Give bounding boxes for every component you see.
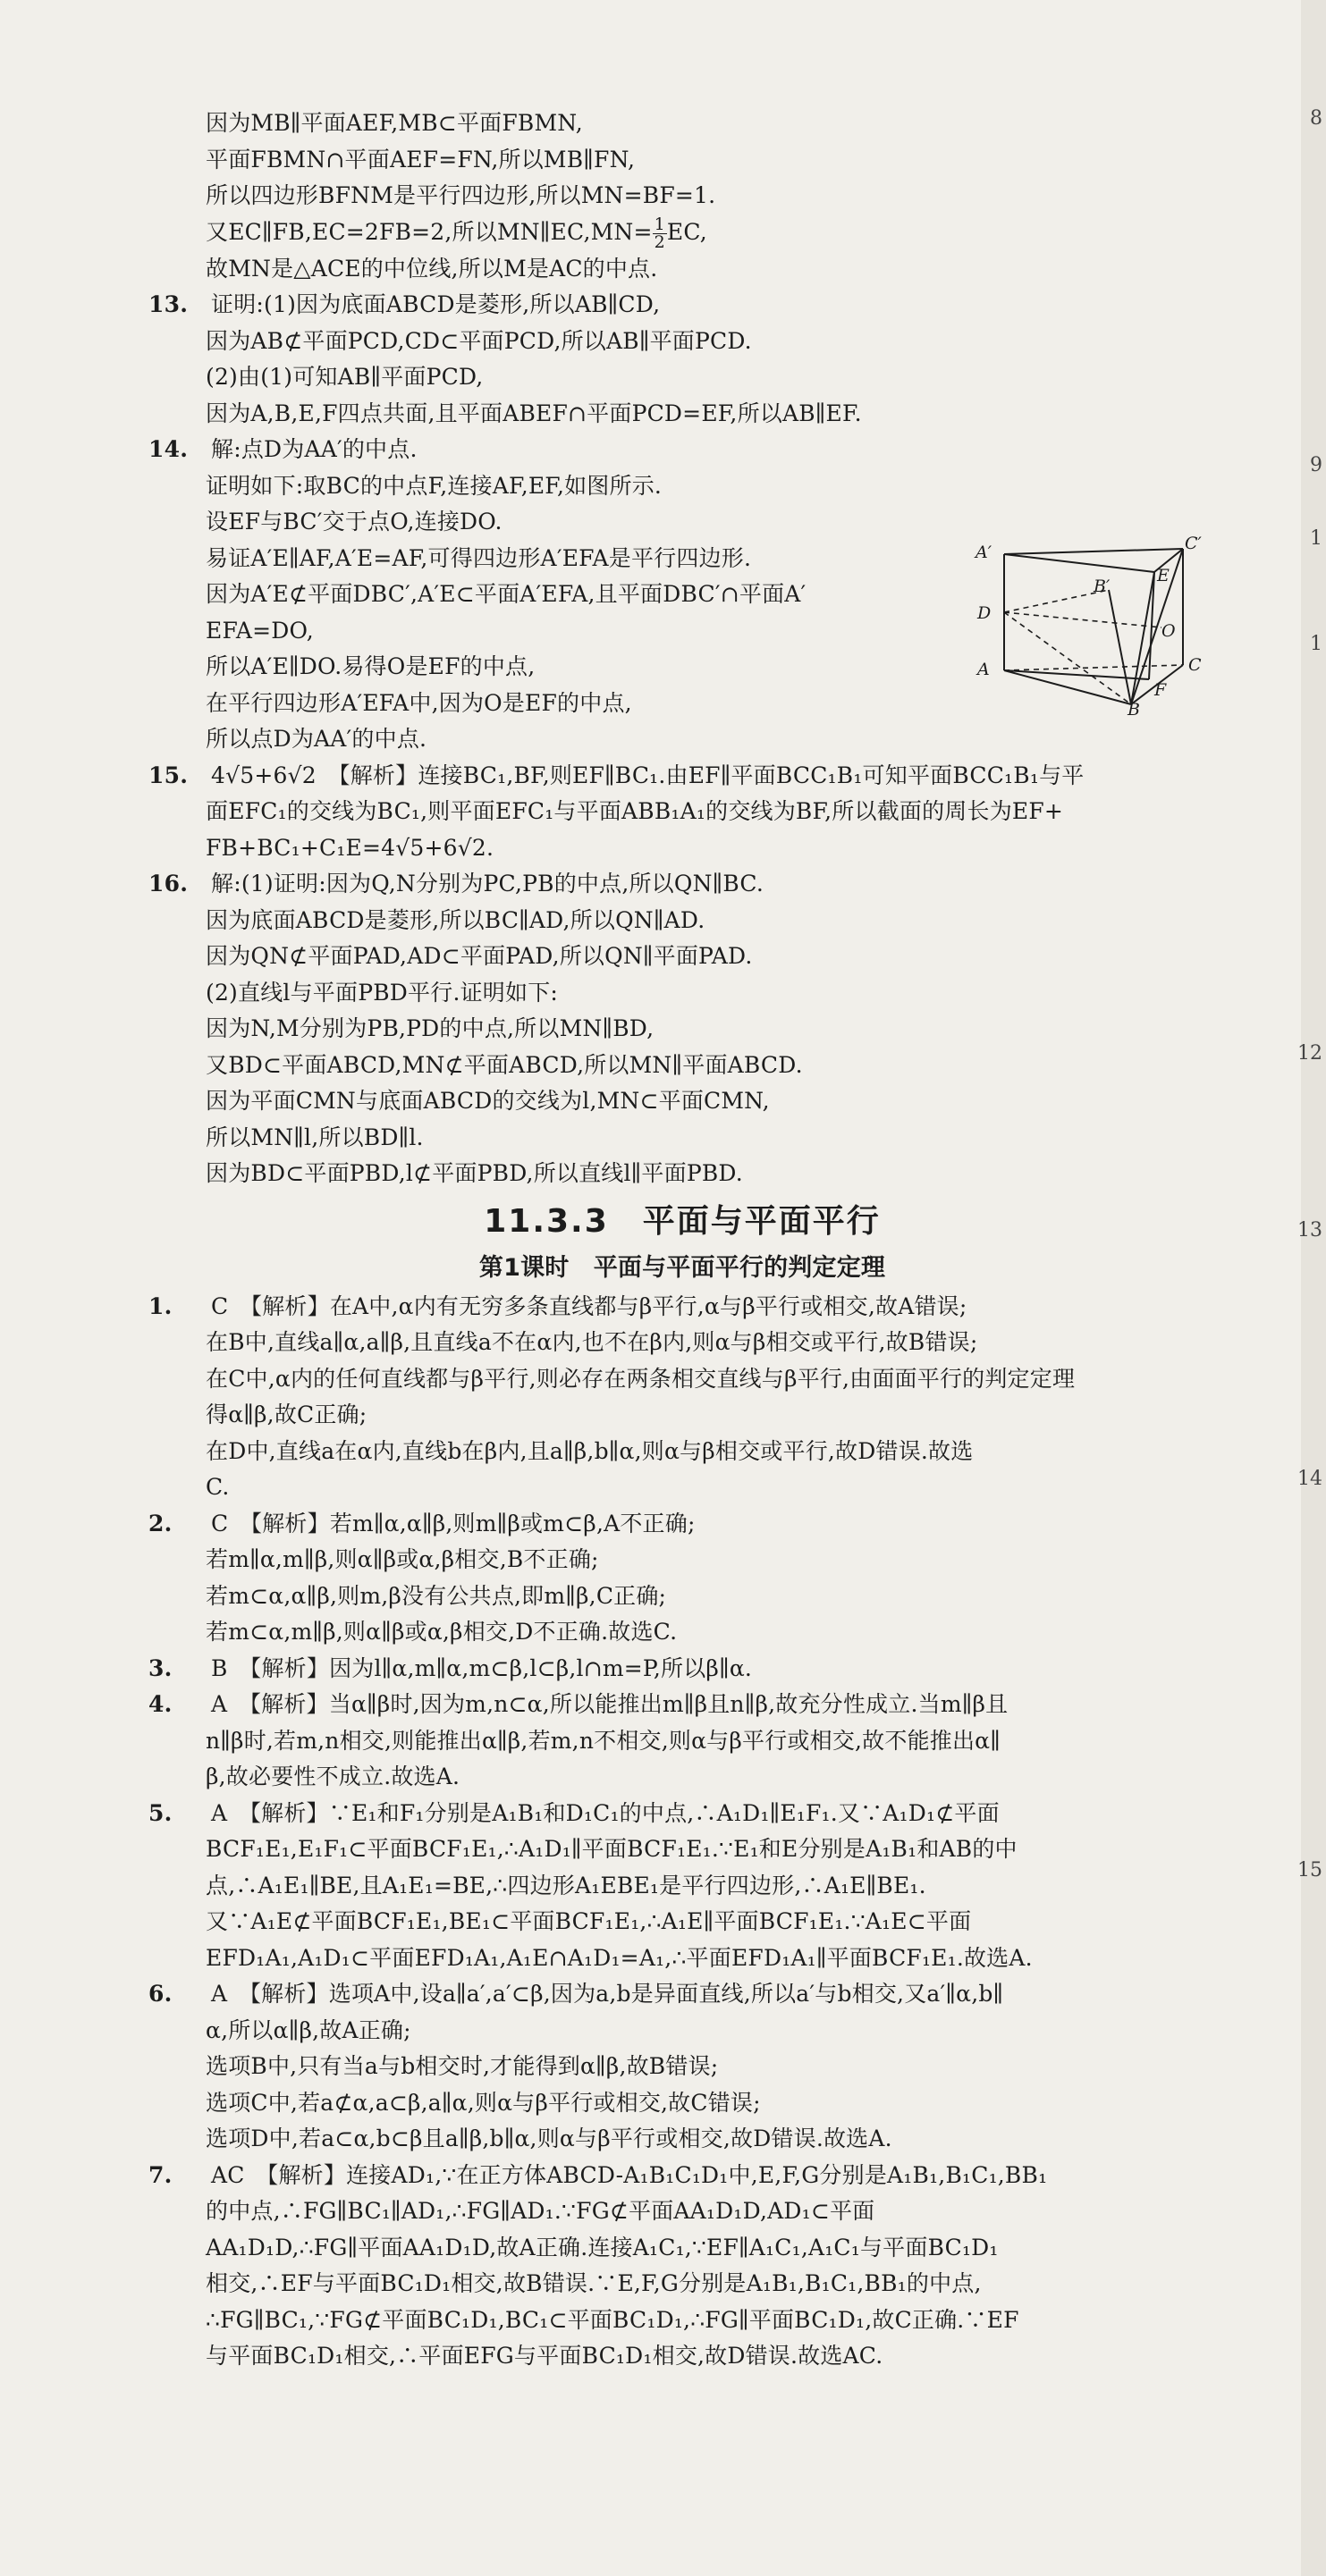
label-f: F — [1154, 680, 1167, 700]
fraction-half: $\frac{1}{2}$ — [654, 214, 665, 252]
q12-line: 所以四边形BFNM是平行四边形,所以MN=BF=1. — [206, 182, 716, 208]
label-c1: C′ — [1185, 536, 1202, 553]
label-o: O — [1161, 621, 1176, 641]
answers-list — [123, 1289, 1241, 2375]
q16-line: 因为底面ABCD是菱形,所以BC∥AD,所以QN∥AD. — [206, 906, 705, 933]
q12-line: 故MN是△ACE的中位线,所以M是AC的中点. — [206, 255, 658, 282]
answer-line: ∴FG∥BC₁,∵FG⊄平面BC₁D₁,BC₁⊂平面BC₁D₁,∴FG∥平面BC₁D₁,故C正确.∵EF — [206, 2306, 1019, 2333]
q16-block: 16. 解:(1)证明:因为Q,N分别为PC,PB的中点,所以QN∥BC. 因为底面ABCD是菱形,所以BC∥AD,所以QN∥AD. 因为QN⊄平面PAD,AD⊂平面PAD,所以QN∥平面PAD. (2)直线l与平面PBD平行.证明如下: 因为N,M分别为PB,PD的中点,所以MN∥BD, 又BD⊂平面ABCD,MN⊄平面ABCD,所以MN∥平面ABCD. 因为平面CMN与底面ABCD的交线为l,MN⊂平面CMN, 所以MN∥l,所以BD∥l. 因为BD⊂平面PBD,l⊄平面PBD,所以直线l∥平面PBD. — [123, 866, 1241, 1192]
label-d: D — [977, 603, 992, 623]
q15-line: 面EFC₁的交线为BC₁,则平面EFC₁与平面ABB₁A₁的交线为BF,所以截面的周长为EF+ — [206, 798, 1064, 824]
edge-number: 14 — [1297, 1468, 1322, 1490]
answer-line: 若m⊂α,α∥β,则m,β没有公共点,即m∥β,C正确; — [206, 1582, 667, 1609]
question-number: 5. — [148, 1799, 173, 1826]
question-number: 6. — [148, 1981, 173, 2007]
q16-line: 因为平面CMN与底面ABCD的交线为l,MN⊂平面CMN, — [206, 1088, 770, 1114]
label-a: A — [977, 660, 990, 679]
question-number: 15. — [148, 762, 189, 788]
q16-line: 因为QN⊄平面PAD,AD⊂平面PAD,所以QN∥平面PAD. — [206, 943, 753, 969]
question-number: 13. — [148, 291, 189, 317]
edge-number: 13 — [1297, 1219, 1322, 1242]
q16-line: 因为N,M分别为PB,PD的中点,所以MN∥BD, — [206, 1015, 655, 1041]
q14-line: 所以A′E∥DO.易得O是EF的中点, — [206, 653, 536, 679]
q16-line: (2)直线l与平面PBD平行.证明如下: — [206, 979, 559, 1006]
label-b: B — [1128, 700, 1140, 715]
q13-line: 因为A,B,E,F四点共面,且平面ABEF∩平面PCD=EF,所以AB∥EF. — [206, 400, 862, 426]
edge-number: 1 — [1310, 633, 1322, 655]
hidden-edge-d-b — [1004, 612, 1131, 704]
edge-number: 9 — [1310, 454, 1322, 476]
section-title: 11.3.3 平面与平面平行 — [484, 1202, 881, 1240]
answer-line: 选项D中,若a⊂α,b⊂β且a∥β,b∥α,则α与β平行或相交,故D错误.故选A. — [206, 2126, 892, 2151]
edge-number: 8 — [1310, 107, 1322, 130]
q14-line: 设EF与BC′交于点O,连接DO. — [206, 509, 503, 535]
q14-line: 因为A′E⊄平面DBC′,A′E⊂平面A′EFA,且平面DBC′∩平面A′ — [206, 581, 807, 607]
q14-line: 证明如下:取BC的中点F,连接AF,EF,如图所示. — [206, 472, 663, 499]
question-number: 16. — [148, 871, 189, 897]
answer-line: n∥β时,若m,n相交,则能推出α∥β,若m,n不相交,则α与β平行或相交,故不能推出α∥ — [206, 1727, 1001, 1754]
answer-5: 5. A 【解析】∵E₁和F₁分别是A₁B₁和D₁C₁的中点,∴A₁D₁∥E₁F₁.又∵A₁D₁⊄平面 BCF₁E₁,E₁F₁⊂平面BCF₁E₁,∴A₁D₁∥平面BCF₁E₁.∵E₁和E分别是A₁B₁和AB的中 点,∴A₁E₁∥BE,且A₁E₁=BE,∴四边形A₁EBE₁是平行四边形,∴A₁E∥BE₁. 又∵A₁E⊄平面BCF₁E₁,BE₁⊂平面BCF₁E₁,∴A₁E∥平面BCF₁E₁.∵A₁E⊂平面 EFD₁A₁,A₁D₁⊂平面EFD₁A₁,A₁E∩A₁D₁=A₁,∴平面EFD₁A₁∥平面BCF₁E₁.故选A. — [123, 1796, 1241, 1977]
q12-line: 因为MB∥平面AEF,MB⊂平面FBMN, — [206, 110, 583, 136]
answer-content — [123, 105, 1241, 2375]
q12-line: 又EC∥FB,EC=2FB=2,所以MN∥EC,MN= $\frac{1}{2}$ EC, — [206, 214, 707, 252]
label-b1: B′ — [1094, 577, 1111, 596]
q15-line: FB+BC₁+C₁E=4√5+6√2. — [206, 834, 494, 861]
q16-line: 因为BD⊂平面PBD,l⊄平面PBD,所以直线l∥平面PBD. — [206, 1160, 743, 1186]
answer-line: 在C中,α内的任何直线都与β平行,则必存在两条相交直线与β平行,由面面平行的判定定理 — [206, 1365, 1076, 1392]
answer-2: 2. C 【解析】若m∥α,α∥β,则m∥β或m⊂β,A不正确; 若m∥α,m∥β,则α∥β或α,β相交,B不正确; 若m⊂α,α∥β,则m,β没有公共点,即m∥β,C正确; 若m⊂α,m∥β,则α∥β或α,β相交,D不正确.故选C. — [123, 1506, 1241, 1651]
answer-line: 点,∴A₁E₁∥BE,且A₁E₁=BE,∴四边形A₁EBE₁是平行四边形,∴A₁E∥BE₁. — [206, 1872, 926, 1898]
answer-line: α,所以α∥β,故A正确; — [206, 2016, 411, 2043]
prism-figure — [970, 536, 1212, 715]
label-e: E — [1157, 566, 1170, 585]
edge-a-f — [1004, 670, 1149, 679]
answer-line: 选项B中,只有当a与b相交时,才能得到α∥β,故B错误; — [206, 2053, 719, 2079]
answer-line: 若m∥α,m∥β,则α∥β或α,β相交,B不正确; — [206, 1546, 599, 1572]
q14-line: 在平行四边形A′EFA中,因为O是EF的中点, — [206, 689, 632, 716]
edge-a1-c1 — [1004, 549, 1183, 554]
answer-line: 若m⊂α,m∥β,则α∥β或α,β相交,D不正确.故选C. — [206, 1619, 678, 1645]
edge-a1-e — [1004, 554, 1154, 572]
q14-line: 所以点D为AA′的中点. — [206, 726, 427, 752]
question-number: 4. — [148, 1691, 173, 1717]
answer-line: BCF₁E₁,E₁F₁⊂平面BCF₁E₁,∴A₁D₁∥平面BCF₁E₁.∵E₁和E分别是A₁B₁和AB的中 — [206, 1836, 1018, 1862]
edge-number: 15 — [1297, 1859, 1322, 1881]
q14-line: EFA=DO, — [206, 617, 314, 644]
answer-line: 得α∥β,故C正确; — [206, 1402, 367, 1427]
edge-number: 12 — [1297, 1042, 1322, 1065]
answer-line: 选项C中,若a⊄α,a⊂β,a∥α,则α与β平行或相交,故C错误; — [206, 2089, 761, 2116]
question-number: 3. — [148, 1654, 173, 1681]
q12-block — [123, 105, 1241, 287]
answer-line: AA₁D₁D,∴FG∥平面AA₁D₁D,故A正确.连接A₁C₁,∵EF∥A₁C₁,A₁C₁与平面BC₁D₁ — [206, 2234, 999, 2260]
answer-line: C. — [206, 1474, 230, 1500]
question-number: 14. — [148, 436, 189, 462]
hidden-edge-d-o — [1004, 612, 1161, 627]
hidden-edge-a-c — [1004, 665, 1183, 670]
q14-block: 14. 解:点D为AA′的中点. 证明如下:取BC的中点F,连接AF,EF,如图所示. 设EF与BC′交于点O,连接DO. 易证A′E∥AF,A′E=AF,可得四边形A′EFA是平行四边形. 因为A′E⊄平面DBC′,A′E⊂平面A′EFA,且平面DBC′∩平面A′ EFA=DO, 所以A′E∥DO.易得O是EF的中点, 在平行四边形A′EFA中,因为O是EF的中点, 所以点D为AA′的中点. — [123, 432, 1241, 758]
answer-1: 1. C 【解析】在A中,α内有无穷多条直线都与β平行,α与β平行或相交,故A错误; 在B中,直线a∥α,a∥β,且直线a不在α内,也不在β内,则α与β相交或平行,故B错误; 在C中,α内的任何直线都与β平行,则必存在两条相交直线与β平行,由面面平行的判定定理 得α∥β,故C正确; 在D中,直线a在α内,直线b在β内,且a∥β,b∥α,则α与β相交或平行,故D错误.故选 C. — [123, 1289, 1241, 1506]
edge-number: 1 — [1310, 527, 1322, 550]
answer-6: 6. A 【解析】选项A中,设a∥a′,a′⊂β,因为a,b是异面直线,所以a′与b相交,又a′∥α,b∥ α,所以α∥β,故A正确; 选项B中,只有当a与b相交时,才能得到α∥β,故B错误; 选项C中,若a⊄α,a⊂β,a∥α,则α与β平行或相交,故C错误; 选项D中,若a⊂α,b⊂β且a∥β,b∥α,则α与β平行或相交,故D错误.故选A. — [123, 1976, 1241, 2158]
label-a1: A′ — [975, 543, 992, 562]
question-number: 7. — [148, 2161, 173, 2188]
q13-line: 因为AB⊄平面PCD,CD⊂平面PCD,所以AB∥平面PCD. — [206, 327, 752, 354]
q15-block: 15. 4√5+6√2 【解析】连接BC₁,BF,则EF∥BC₁.由EF∥平面BCC₁B₁可知平面BCC₁B₁与平 面EFC₁的交线为BC₁,则平面EFC₁与平面ABB₁A₁的交线为BF,所以截面的周长为EF+ FB+BC₁+C₁E=4√5+6√2. — [123, 758, 1241, 867]
answer-line: 又∵A₁E⊄平面BCF₁E₁,BE₁⊂平面BCF₁E₁,∴A₁E∥平面BCF₁E₁.∵A₁E⊂平面 — [206, 1908, 972, 1934]
answer-3: 3. B 【解析】因为l∥α,m∥α,m⊂β,l⊂β,l∩m=P,所以β∥α. — [123, 1651, 1241, 1688]
edge-a-b — [1004, 670, 1131, 704]
q13-block: 13. 证明:(1)因为底面ABCD是菱形,所以AB∥CD, 因为AB⊄平面PCD,CD⊂平面PCD,所以AB∥平面PCD. (2)由(1)可知AB∥平面PCD, 因为A,B,E,F四点共面,且平面ABEF∩平面PCD=EF,所以AB∥EF. — [123, 287, 1241, 432]
answer-line: EFD₁A₁,A₁D₁⊂平面EFD₁A₁,A₁E∩A₁D₁=A₁,∴平面EFD₁A₁∥平面BCF₁E₁.故选A. — [206, 1944, 1033, 1971]
label-c: C — [1188, 655, 1202, 675]
answer-line: 在D中,直线a在α内,直线b在β内,且a∥β,b∥α,则α与β相交或平行,故D错误.故选 — [206, 1437, 974, 1464]
answer-7: 7. AC 【解析】连接AD₁,∵在正方体ABCD-A₁B₁C₁D₁中,E,F,G分别是A₁B₁,B₁C₁,BB₁ 的中点,∴FG∥BC₁∥AD₁,∴FG∥AD₁.∵FG⊄平面AA₁D₁D,AD₁⊂平面 AA₁D₁D,∴FG∥平面AA₁D₁D,故A正确.连接A₁C₁,∵EF∥A₁C₁,A₁C₁与平面BC₁D₁ 相交,∴EF与平面BC₁D₁相交,故B错误.∵E,F,G分别是A₁B₁,B₁C₁,BB₁的中点, ∴FG∥BC₁,∵FG⊄平面BC₁D₁,BC₁⊂平面BC₁D₁,∴FG∥平面BC₁D₁,故C正确.∵EF 与平面BC₁D₁相交,∴平面EFG与平面BC₁D₁相交,故D错误.故选AC. — [123, 2158, 1241, 2375]
answer-line: 与平面BC₁D₁相交,∴平面EFG与平面BC₁D₁相交,故D错误.故选AC. — [206, 2343, 883, 2369]
answer-4: 4. A 【解析】当α∥β时,因为m,n⊂α,所以能推出m∥β且n∥β,故充分性成立.当m∥β且 n∥β时,若m,n相交,则能推出α∥β,若m,n不相交,则α与β平行或相交,故不能推出α∥ β,故必要性不成立.故选A. — [123, 1687, 1241, 1796]
answer-line: 相交,∴EF与平面BC₁D₁相交,故B错误.∵E,F,G分别是A₁B₁,B₁C₁,BB₁的中点, — [206, 2270, 982, 2296]
question-number: 1. — [148, 1292, 173, 1319]
q16-line: 所以MN∥l,所以BD∥l. — [206, 1124, 424, 1150]
q12-line: 平面FBMN∩平面AEF=FN,所以MB∥FN, — [206, 146, 636, 173]
adjacent-page-edge — [1301, 0, 1326, 2576]
answer-line: 的中点,∴FG∥BC₁∥AD₁,∴FG∥AD₁.∵FG⊄平面AA₁D₁D,AD₁⊂平面 — [206, 2198, 875, 2224]
answer-line: β,故必要性不成立.故选A. — [206, 1764, 460, 1789]
q13-line: (2)由(1)可知AB∥平面PCD, — [206, 364, 484, 390]
sub-title: 第1课时 平面与平面平行的判定定理 — [478, 1253, 886, 1282]
answer-line: 在B中,直线a∥α,a∥β,且直线a不在α内,也不在β内,则α与β相交或平行,故B错误; — [206, 1329, 978, 1355]
edge-b-b1 — [1109, 590, 1131, 704]
question-number: 2. — [148, 1510, 173, 1536]
q16-line: 又BD⊂平面ABCD,MN⊄平面ABCD,所以MN∥平面ABCD. — [206, 1051, 803, 1078]
q14-line: 易证A′E∥AF,A′E=AF,可得四边形A′EFA是平行四边形. — [206, 544, 752, 571]
